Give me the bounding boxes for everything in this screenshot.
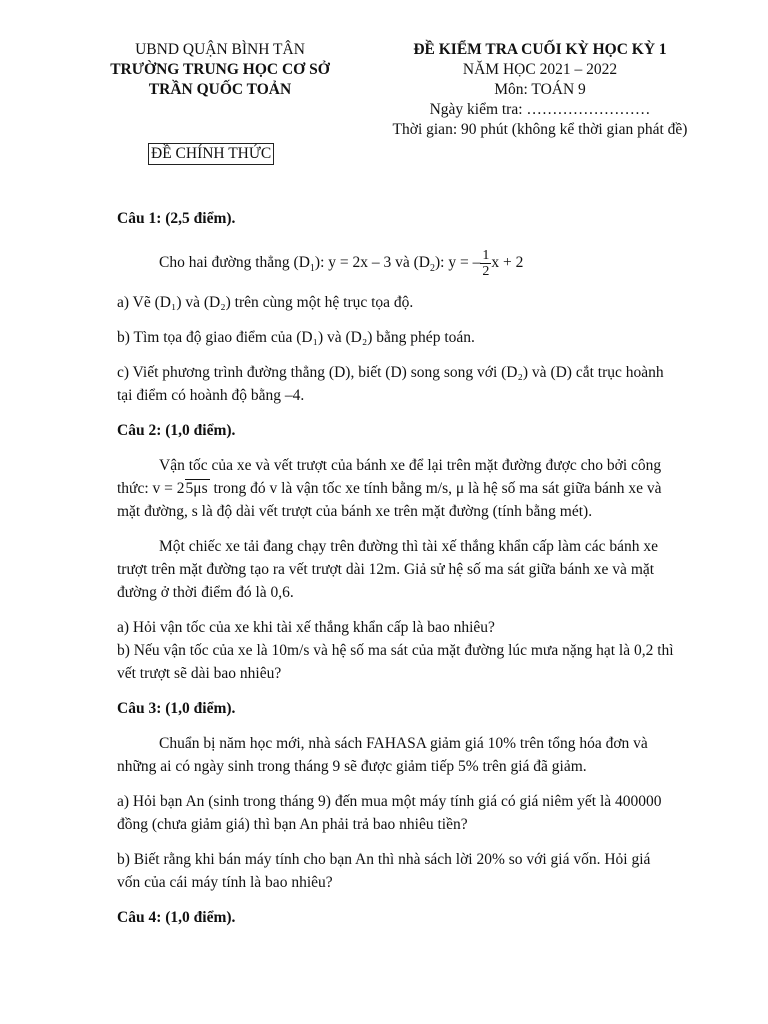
district-name: UBND QUẬN BÌNH TÂN <box>135 41 305 58</box>
fraction: $\frac{1}{2}$ <box>482 248 490 279</box>
school-year: NĂM HỌC 2021 – 2022 <box>462 61 618 78</box>
exam-header <box>340 40 740 140</box>
q1-part-a: a) Vẽ (D₁) và (D₂) trên cùng một hệ trục tọa độ. <box>117 294 414 311</box>
q4-title: Câu 4: (1,0 điểm). <box>117 909 236 926</box>
q1-part-b: b) Tìm tọa độ giao điểm của (D₁) và (D₂) bằng phép toán. <box>117 329 475 346</box>
q3-part-b: b) Biết rằng khi bán máy tính cho bạn An thì nhà sách lời 20% so với giá vốn. Hỏi giá vốn của cái máy tính là bao nhiêu? <box>117 851 651 891</box>
q1-title: Câu 1: (2,5 điểm). <box>117 210 236 227</box>
q1-part-c: c) Viết phương trình đường thẳng (D), biết (D) song song với (D₂) và (D) cắt trục hoành tại điểm có hoành độ bằng –4. <box>117 364 664 404</box>
school-type: TRƯỜNG TRUNG HỌC CƠ SỞ <box>110 61 330 78</box>
q2-paragraph-1: Vận tốc của xe và vết trượt của bánh xe để lại trên mặt đường được cho bởi công thức: v = 25μs trong đó v là vận tốc xe tính bằng m/s, μ là hệ số ma sát giữa bánh xe và mặt đường, s là độ dài vết trượt của bánh xe trên mặt đường (tính bằng mét). <box>117 457 662 520</box>
q3-title: Câu 3: (1,0 điểm). <box>117 700 236 717</box>
q1-intro: Cho hai đường thẳng $(D_1)$: y = 2x – 3 và $(D_2)$: y = – $\frac{1}{2}$ x + 2 <box>159 248 524 279</box>
exam-date: Ngày kiểm tra: …………………… <box>429 101 651 118</box>
q2-paragraph-2: Một chiếc xe tải đang chạy trên đường thì tài xế thắng khẩn cấp làm các bánh xe trượt trên mặt đường tạo ra vết trượt dài 12m. Giả sử hệ số ma sát giữa bánh xe và mặt đường ở thời điểm đó là 0,6. <box>117 538 659 601</box>
subject: Môn: TOÁN 9 <box>494 81 586 98</box>
school-header <box>80 40 360 100</box>
exam-body <box>117 207 677 929</box>
q3-paragraph: Chuẩn bị năm học mới, nhà sách FAHASA giảm giá 10% trên tổng hóa đơn và những ai có ngày sinh trong tháng 9 sẽ được giảm tiếp 5% trên giá đã giảm. <box>117 735 648 775</box>
sqrt-expression: 5μs <box>185 480 208 497</box>
exam-title: ĐỀ KIỂM TRA CUỐI KỲ HỌC KỲ 1 <box>413 41 667 58</box>
q2-part-b: b) Nếu vận tốc của xe là 10m/s và hệ số ma sát của mặt đường lúc mưa nặng hạt là 0,2 thì vết trượt sẽ dài bao nhiêu? <box>117 642 674 682</box>
q2-title: Câu 2: (1,0 điểm). <box>117 422 236 439</box>
exam-duration: Thời gian: 90 phút (không kể thời gian phát đề) <box>392 121 688 138</box>
q3-part-a: a) Hỏi bạn An (sinh trong tháng 9) đến mua một máy tính giá có giá niêm yết là 400000 đồng (chưa giảm giá) thì bạn An phải trả bao nhiêu tiền? <box>117 793 662 833</box>
school-name: TRẦN QUỐC TOẢN <box>148 81 292 98</box>
official-stamp: ĐỀ CHÍNH THỨC <box>148 143 274 165</box>
q2-part-a: a) Hỏi vận tốc của xe khi tài xế thắng khẩn cấp là bao nhiêu? <box>117 619 495 636</box>
